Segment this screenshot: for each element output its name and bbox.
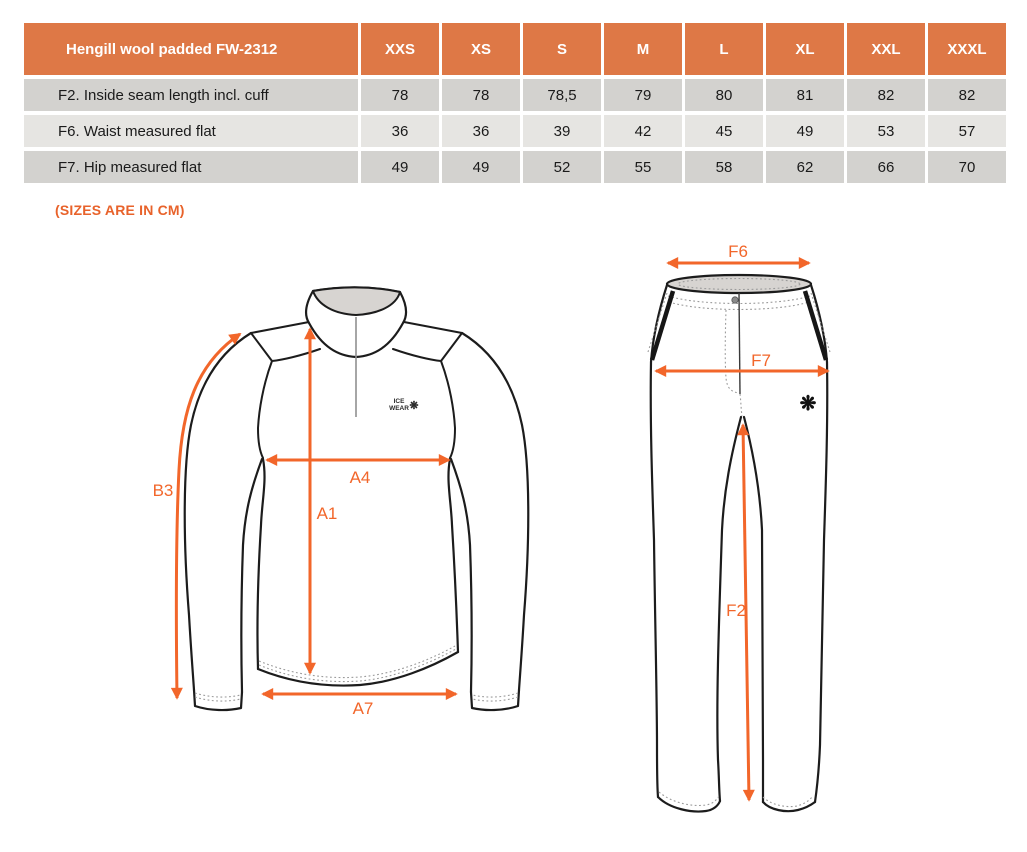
value-cell: 80 — [685, 79, 763, 111]
value-cell: 66 — [847, 151, 925, 183]
logo-text-line2: WEAR — [389, 405, 409, 412]
value-cell: 57 — [928, 115, 1006, 147]
row-label-cell: F7. Hip measured flat — [24, 151, 358, 183]
left-cuff-stitch — [195, 697, 241, 701]
sizes-unit-note: (SIZES ARE IN CM) — [55, 202, 185, 218]
sweater-hem — [258, 652, 458, 686]
snowflake-icon: ❋ — [799, 393, 817, 415]
size-header-cell: XXL — [847, 23, 925, 75]
right-cuff-stitch — [472, 693, 518, 697]
row-label-cell: F6. Waist measured flat — [24, 115, 358, 147]
value-cell: 45 — [685, 115, 763, 147]
icewear-chest-logo — [389, 398, 419, 412]
sleeve-measure-label: B3 — [152, 481, 174, 500]
value-cell: 78 — [442, 79, 520, 111]
length-measure-label: A1 — [316, 504, 338, 523]
fly-stitch — [740, 394, 742, 416]
value-cell: 81 — [766, 79, 844, 111]
sweater-diagram — [153, 287, 529, 718]
value-cell: 58 — [685, 151, 763, 183]
sweater-body-right — [448, 459, 458, 652]
value-cell: 49 — [361, 151, 439, 183]
pants-left-side — [651, 285, 667, 797]
value-cell: 55 — [604, 151, 682, 183]
size-header-cell: XS — [442, 23, 520, 75]
value-cell: 36 — [361, 115, 439, 147]
value-cell: 39 — [523, 115, 601, 147]
value-cell: 53 — [847, 115, 925, 147]
hip-measure-label: F7 — [751, 351, 771, 370]
size-header-cell: XL — [766, 23, 844, 75]
sweater-hem-stitch — [259, 646, 455, 678]
snowflake-icon: ❋ — [409, 400, 419, 412]
right-cuff-stitch — [472, 697, 518, 701]
pants-right-side — [811, 285, 827, 802]
value-cell: 49 — [442, 151, 520, 183]
value-cell: 78 — [361, 79, 439, 111]
center-front-line — [739, 293, 740, 394]
sleeve-measure-arrow-B3 — [176, 334, 240, 698]
value-cell: 79 — [604, 79, 682, 111]
value-cell: 70 — [928, 151, 1006, 183]
left-cuff-stitch — [195, 693, 241, 697]
value-cell: 78,5 — [523, 79, 601, 111]
size-header-cell: XXXL — [928, 23, 1006, 75]
size-header-cell: M — [604, 23, 682, 75]
value-cell: 52 — [523, 151, 601, 183]
pants-right-hem — [763, 802, 815, 811]
inseam-measure-label: F2 — [726, 601, 746, 620]
value-cell: 42 — [604, 115, 682, 147]
pants-diagram — [648, 242, 830, 811]
pants-right-hem-stitch — [763, 797, 812, 807]
waist-button — [732, 297, 738, 303]
sweater-body-left — [257, 459, 264, 669]
size-header-cell: L — [685, 23, 763, 75]
row-label-cell: F2. Inside seam length incl. cuff — [24, 79, 358, 111]
value-cell: 62 — [766, 151, 844, 183]
value-cell: 49 — [766, 115, 844, 147]
chest-measure-label: A4 — [349, 468, 371, 487]
value-cell: 82 — [928, 79, 1006, 111]
logo-text-line1: ICE — [393, 398, 405, 405]
pants-left-hem — [658, 797, 720, 811]
fly-stitch — [725, 310, 739, 393]
size-header-cell: S — [523, 23, 601, 75]
product-name-cell: Hengill wool padded FW-2312 — [24, 23, 358, 75]
size-header-cell: XXS — [361, 23, 439, 75]
waist-opening — [667, 275, 811, 293]
waist-measure-label: F6 — [728, 242, 748, 261]
value-cell: 82 — [847, 79, 925, 111]
value-cell: 36 — [442, 115, 520, 147]
hem-measure-label: A7 — [352, 699, 374, 718]
